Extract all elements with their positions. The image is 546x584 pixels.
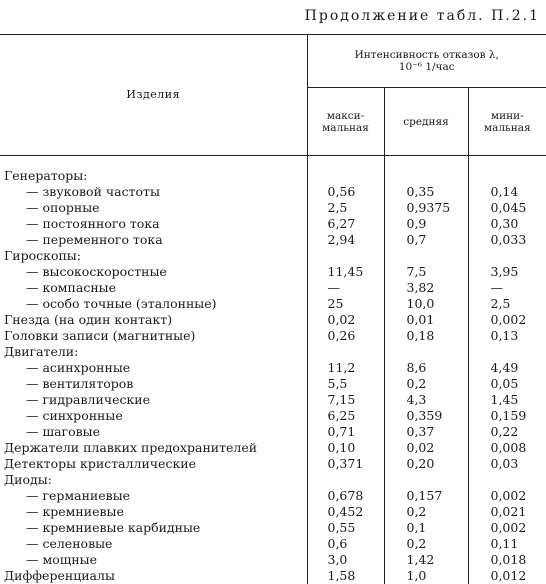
row-value-avg: 0,359 [384,408,468,424]
row-item-name: Гироскопы: [0,248,307,264]
row-value-max: 0,02 [307,312,384,328]
header-avg-text: средняя [385,116,468,128]
row-value-avg [384,472,468,488]
table-row [0,456,546,472]
table-row [0,296,546,312]
row-item-name: — шаговые [0,424,307,440]
row-value-max: 5,5 [307,376,384,392]
table-row [0,568,546,584]
row-value-min [468,168,546,184]
row-value-avg: 0,157 [384,488,468,504]
row-value-max: 0,371 [307,456,384,472]
row-value-min: 0,002 [468,520,546,536]
row-item-name: Дифференциалы [0,568,307,584]
row-value-min: 0,002 [468,312,546,328]
header-max-line2: мальная [308,122,384,134]
row-item-name: — гидравлические [0,392,307,408]
row-value-avg [384,344,468,360]
row-value-avg [384,168,468,184]
row-item-name: Диоды: [0,472,307,488]
row-value-max: 2,94 [307,232,384,248]
row-item-name: — переменного тока [0,232,307,248]
row-value-max [307,344,384,360]
row-value-max: 6,27 [307,216,384,232]
row-value-avg: 3,82 [384,280,468,296]
row-value-min: 2,5 [468,296,546,312]
row-value-avg: 0,2 [384,536,468,552]
row-item-name: — опорные [0,200,307,216]
row-value-min [468,248,546,264]
table-row [0,552,546,568]
row-value-avg: 0,7 [384,232,468,248]
row-value-max: 0,56 [307,184,384,200]
table-row [0,360,546,376]
row-item-name: — синхронные [0,408,307,424]
table-row [0,408,546,424]
row-value-avg: 4,3 [384,392,468,408]
row-value-max: — [307,280,384,296]
table-row [0,184,546,200]
row-item-name: — компасные [0,280,307,296]
row-item-name: Двигатели: [0,344,307,360]
row-value-avg: 0,9 [384,216,468,232]
row-value-min: 4,49 [468,360,546,376]
header-min-line2: мальная [469,122,546,134]
row-value-min: 0,05 [468,376,546,392]
row-value-max: 6,25 [307,408,384,424]
row-value-min: 0,021 [468,504,546,520]
row-value-min: 0,018 [468,552,546,568]
table-row [0,344,546,360]
row-value-avg: 1,0 [384,568,468,584]
row-item-name: — звуковой частоты [0,184,307,200]
row-value-max: 0,26 [307,328,384,344]
row-value-max: 11,2 [307,360,384,376]
table-row [0,248,546,264]
row-value-min [468,472,546,488]
row-item-name: — селеновые [0,536,307,552]
header-failure-rate [307,35,546,88]
table-row [0,440,546,456]
header-row-group [0,35,546,88]
row-value-max: 0,6 [307,536,384,552]
row-item-name: — асинхронные [0,360,307,376]
row-value-avg [384,248,468,264]
row-value-max [307,168,384,184]
failure-rate-table-wrap [0,34,546,579]
row-item-name: — высокоскоростные [0,264,307,280]
header-failure-rate-line1: Интенсивность отказов λ, [308,49,546,61]
row-value-max: 0,678 [307,488,384,504]
row-value-avg: 1,42 [384,552,468,568]
table-row [0,232,546,248]
table-row [0,280,546,296]
row-value-min: 0,159 [468,408,546,424]
row-value-min: 0,11 [468,536,546,552]
table-row [0,472,546,488]
row-value-max: 25 [307,296,384,312]
table-caption: Продолжение табл. П.2.1 [305,8,540,24]
row-value-avg: 0,1 [384,520,468,536]
row-value-max: 7,15 [307,392,384,408]
row-value-max: 2,5 [307,200,384,216]
row-value-min: 0,045 [468,200,546,216]
row-item-name: — вентиляторов [0,376,307,392]
failure-rate-table [0,34,546,584]
header-max-line1: макси- [308,110,384,122]
row-value-max [307,472,384,488]
row-value-min: 0,002 [468,488,546,504]
header-min-line1: мини- [469,110,546,122]
row-item-name: — особо точные (эталонные) [0,296,307,312]
row-item-name: Головки записи (магнитные) [0,328,307,344]
row-value-min: 0,22 [468,424,546,440]
row-value-avg: 0,20 [384,456,468,472]
row-value-avg: 0,9375 [384,200,468,216]
table-row [0,264,546,280]
row-value-avg: 0,37 [384,424,468,440]
table-header [0,35,546,156]
row-value-max: 3,0 [307,552,384,568]
row-item-name: Держатели плавких предохранителей [0,440,307,456]
row-value-min: — [468,280,546,296]
row-item-name: Гнезда (на один контакт) [0,312,307,328]
table-row [0,424,546,440]
row-value-min: 0,13 [468,328,546,344]
row-value-max: 11,45 [307,264,384,280]
header-avg [384,88,468,156]
table-row [0,216,546,232]
table-row [0,376,546,392]
table-row [0,168,546,184]
row-value-avg: 0,2 [384,376,468,392]
table-row [0,328,546,344]
row-value-max [307,248,384,264]
row-value-min: 0,008 [468,440,546,456]
row-value-max: 0,71 [307,424,384,440]
table-spacer-row [0,156,546,169]
row-value-min: 3,95 [468,264,546,280]
row-value-min: 0,012 [468,568,546,584]
header-item: Изделия [0,35,307,156]
row-value-avg: 0,01 [384,312,468,328]
row-item-name: — германиевые [0,488,307,504]
row-item-name: Детекторы кристаллические [0,456,307,472]
row-value-avg: 0,02 [384,440,468,456]
row-item-name: — мощные [0,552,307,568]
table-row [0,488,546,504]
row-item-name: — постоянного тока [0,216,307,232]
row-item-name: — кремниевые [0,504,307,520]
table-row [0,392,546,408]
table-row [0,312,546,328]
row-value-min: 0,14 [468,184,546,200]
row-value-avg: 8,6 [384,360,468,376]
header-failure-rate-line2: 10⁻⁶ 1/час [308,61,546,73]
row-value-min [468,344,546,360]
row-value-avg: 7,5 [384,264,468,280]
row-item-name: — кремниевые карбидные [0,520,307,536]
table-row [0,520,546,536]
table-row [0,504,546,520]
row-value-min: 0,033 [468,232,546,248]
row-value-max: 0,55 [307,520,384,536]
table-row [0,200,546,216]
row-value-avg: 0,2 [384,504,468,520]
row-value-avg: 0,18 [384,328,468,344]
row-value-avg: 10,0 [384,296,468,312]
row-value-min: 0,03 [468,456,546,472]
row-value-max: 0,10 [307,440,384,456]
row-value-avg: 0,35 [384,184,468,200]
row-value-min: 1,45 [468,392,546,408]
table-body [0,156,546,584]
table-row [0,536,546,552]
row-value-min: 0,30 [468,216,546,232]
row-value-max: 0,452 [307,504,384,520]
header-min [468,88,546,156]
header-max [307,88,384,156]
row-value-max: 1,58 [307,568,384,584]
row-item-name: Генераторы: [0,168,307,184]
